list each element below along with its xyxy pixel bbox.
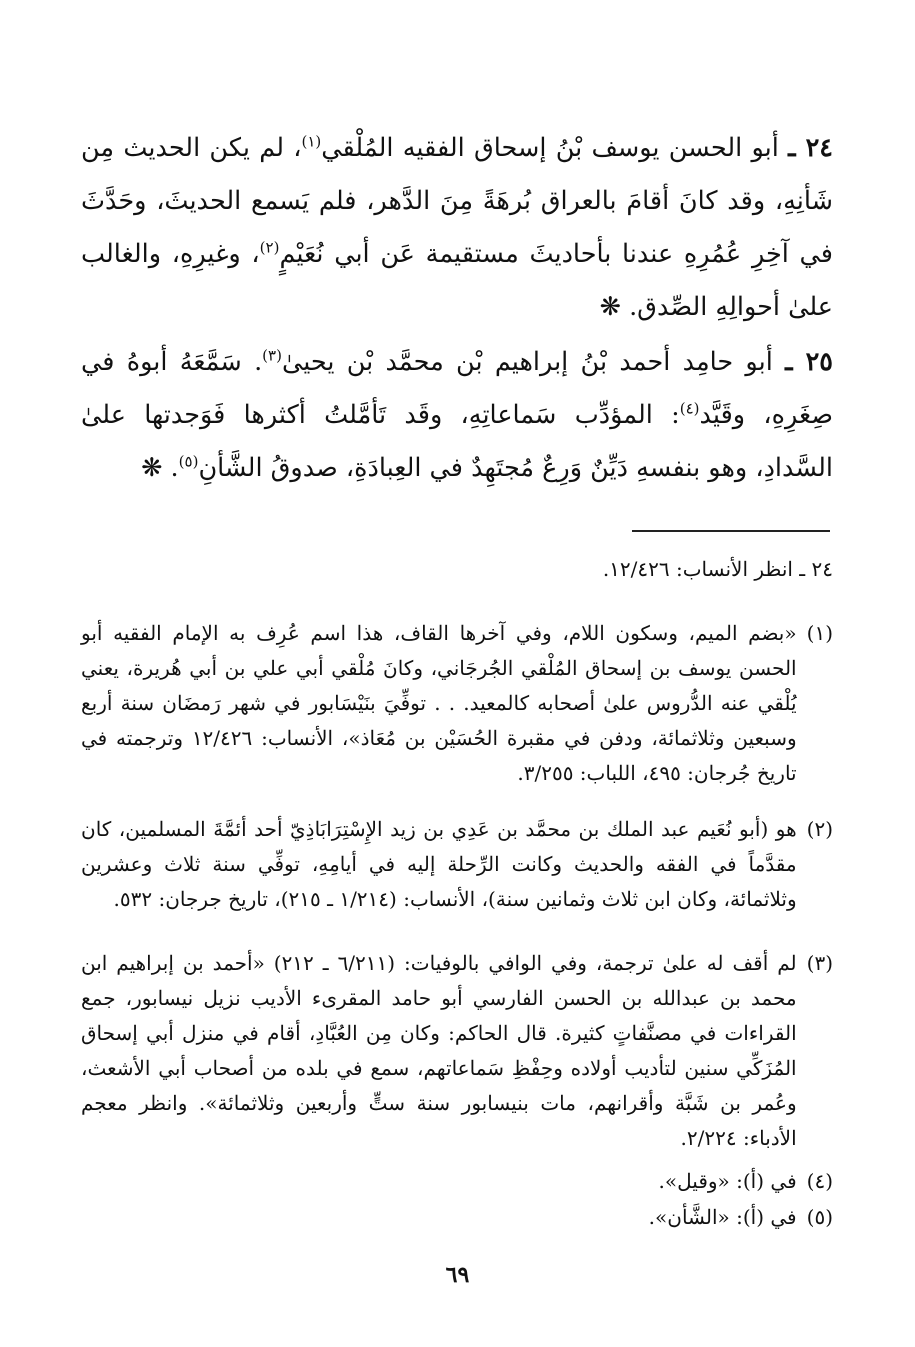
footnote-mark: (٣) bbox=[806, 951, 833, 975]
footnote-text: لم أقف له علىٰ ترجمة، وفي الوافي بالوفيات: (٦/٢١١ ـ ٢١٢) «أحمد بن إبراهيم ابن محمد بن عبدالله بن الحسن الفارسي أبو حامد المقرىء الأديب نزيل نيسابور، جمع القراءات في مصنَّفاتٍ كثيرة. قال الحاكم: وكان مِن العُبَّادِ، أقام في منزل أبي إسحاق المُزَكِّي سنين لتأديب أولاده وحِفْظِ سَماعاتهم، سمع في بلده من أصحاب أبي الأشعث، وعُمر بن شَبَّة وأقرانهم، مات بنيسابور سنة ستٍّ وأربعين وثلاثمائة». وانظر معجم الأدباء: ٢/٢٢٤. bbox=[81, 951, 797, 1150]
entry-text: ، لم يكن الحديث مِن شَأنِهِ، وقد كانَ أقامَ بالعراق بُرهَةً مِنَ الدَّهر، فلم يَسمع الحديثَ، وحَدَّثَ في آخِرِ عُمُرِهِ عندنا بأحاديثَ مستقيمة عَن أبي نُعَيْمٍ bbox=[81, 133, 834, 269]
entry-number: ٢٥ ـ bbox=[785, 347, 833, 377]
footnote-3 bbox=[81, 946, 833, 1156]
entry-text: : المؤدِّب سَماعاتِهِ، وقَد تَأمَّلتُ أكثرها فَوَجدتها علىٰ السَّدادِ، وهو بنفسهِ دَيِّنٌ وَرِعٌ مُجتَهِدٌ في العِبادَةِ، صدوقُ الشَّأنِ bbox=[81, 400, 833, 483]
footnote-text: «بضم الميم، وسكون اللام، وفي آخرها القاف، هذا اسم عُرِف به الإمام الفقيه أبو الحسن يوسف بن إسحاق المُلْقي الجُرجَاني، وكانَ مُلْقي أبي علي بن أبي هُريرة، يعني يُلْقي عنه الدُّروس علىٰ أصحابه كالمعيد. . . توفِّيَ بنَيْسَابور في شهر رَمضَان سنة أربع وسبعين وثلاثمائة، ودفن في مقبرة الحُسَيْن بن مُعَاذ»، الأنساب: ١٢/٤٢٦ وترجمته في تاريخ جُرجان: ٤٩٥، اللباب: ٣/٢٥٥. bbox=[81, 621, 797, 785]
footnote-mark: (٤) bbox=[806, 1169, 833, 1193]
footnote-text: هو (أبو نُعَيم عبد الملك بن محمَّد بن عَدِي بن زيد الإِسْتِرَابَاذِيّ أحد أئمَّةَ المسلمين، كان مقدَّماً في الفقه والحديث وكانت الرِّحلة إليه في أيامِهِ، توفِّي سنة ثلاث وعشرين وثلاثمائة، وكان ابن ثلاث وثمانين سنة)، الأنساب: (١/٢١٤ ـ ٢١٥)، تاريخ جرجان: ٥٣٢. bbox=[81, 817, 797, 911]
entry-24 bbox=[81, 122, 833, 334]
footnote-mark: (٢) bbox=[806, 817, 833, 841]
footnote-2 bbox=[81, 812, 833, 917]
footnote-ref[interactable]: (٣) bbox=[262, 346, 282, 365]
footnote-ref[interactable]: (١) bbox=[301, 132, 322, 151]
footnote-ref[interactable]: (٤) bbox=[679, 399, 700, 418]
page-number: ٦٩ bbox=[445, 1262, 470, 1288]
footnote-ref[interactable]: (٢) bbox=[259, 238, 280, 257]
footnote-divider bbox=[632, 530, 830, 532]
entry-number: ٢٤ ـ bbox=[788, 133, 833, 163]
entry-text: . سَمَّعَهُ أبوهُ في صِغَرِهِ، وقَيَّد bbox=[81, 347, 833, 430]
footnote-text: في (أ): «الشَّأن». bbox=[648, 1205, 797, 1229]
entry-text: أبو الحسن يوسف بْنُ إسحاق الفقيه المُلْقي bbox=[321, 133, 789, 163]
footnote-4 bbox=[81, 1164, 833, 1199]
footnote-5 bbox=[81, 1200, 833, 1235]
entry-text: . ❋ bbox=[141, 453, 179, 483]
source-note: ٢٤ ـ انظر الأنساب: ١٢/٤٢٦. bbox=[602, 557, 833, 581]
footnote-text: في (أ): «وقيل». bbox=[658, 1169, 797, 1193]
footnote-mark: (١) bbox=[806, 621, 833, 645]
footnote-mark: (٥) bbox=[806, 1205, 833, 1229]
footnote-1 bbox=[81, 616, 833, 791]
footnote-ref[interactable]: (٥) bbox=[178, 452, 199, 471]
entry-text: أبو حامِد أحمد بْنُ إبراهيم بْن محمَّد بْن يحيىٰ bbox=[281, 347, 786, 377]
entry-25 bbox=[81, 336, 833, 495]
entry-text: ، وغيرِهِ، والغالب علىٰ أحوالِهِ الصِّدق. ❋ bbox=[81, 239, 833, 322]
